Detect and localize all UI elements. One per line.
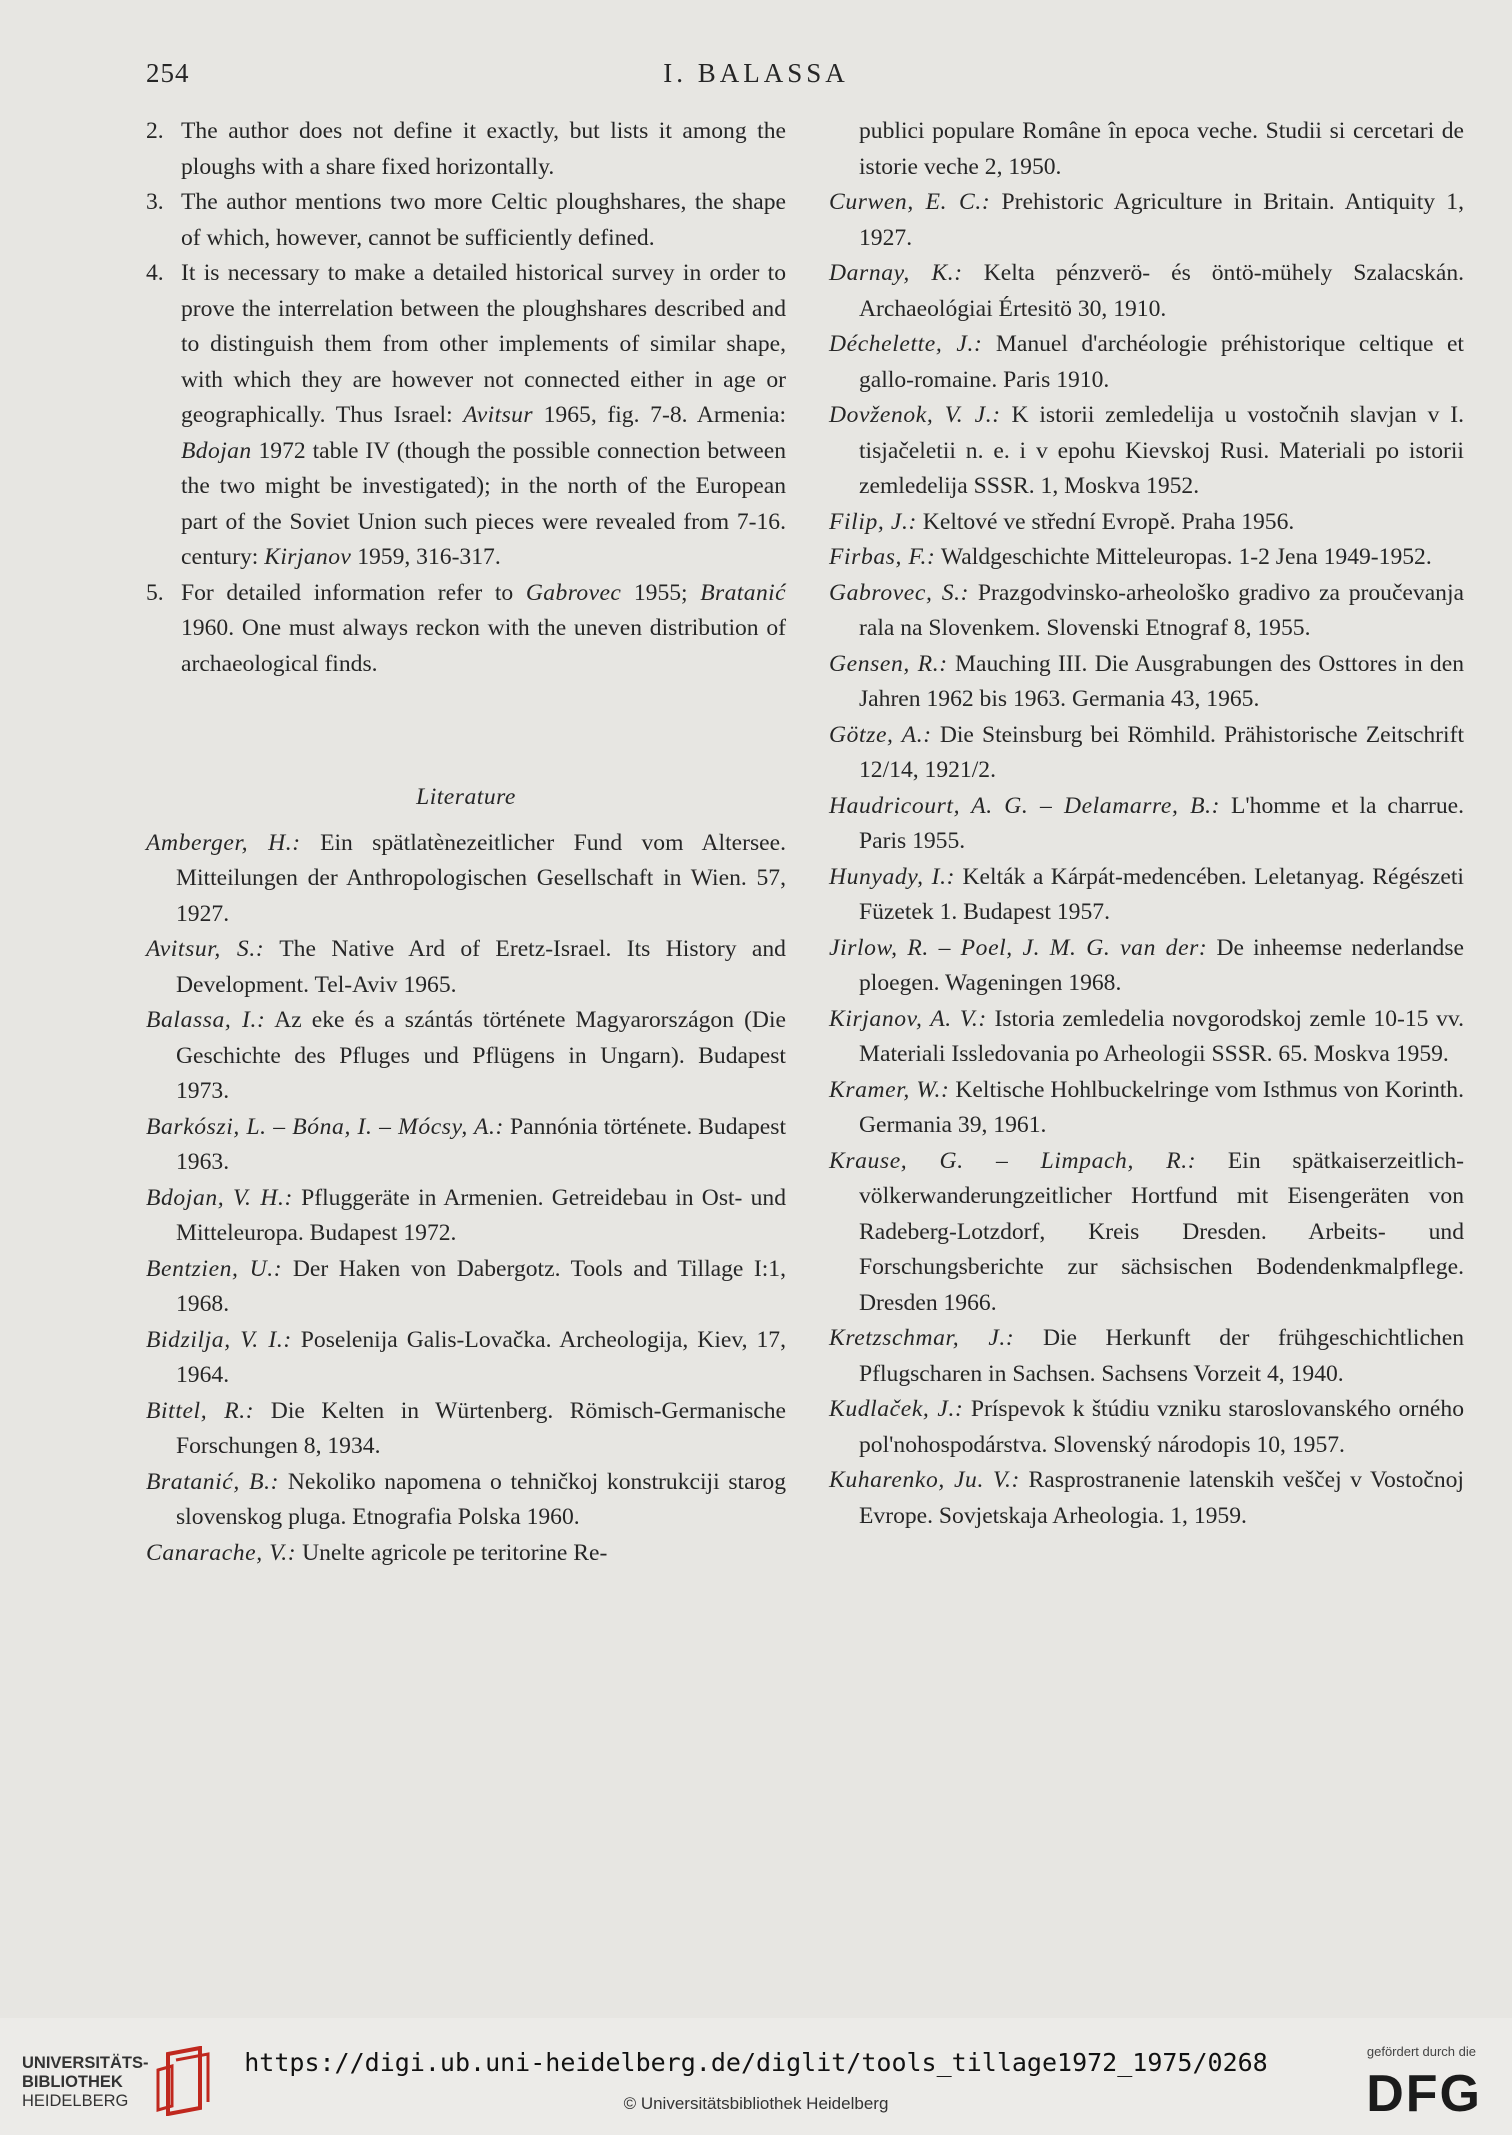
copyright: © Universitätsbibliothek Heidelberg — [623, 2094, 889, 2113]
reference-entry — [829, 718, 1464, 789]
reference-author: Bdojan, V. H.: — [146, 1184, 293, 1211]
cited-author: Kirjanov — [264, 544, 352, 570]
reference-entry — [146, 826, 786, 933]
reference-author: Hunyady, I.: — [829, 863, 956, 890]
footnote — [146, 114, 786, 185]
reference-entry — [829, 1392, 1464, 1463]
footnote-number: 3. — [146, 189, 164, 215]
left-column — [146, 114, 786, 1571]
reference-text: Poselenija Galis-Lovačka. Archeologija, Kiev, 17, 1964. — [176, 1326, 786, 1388]
right-column — [829, 114, 1464, 1534]
reference-text: Pfluggeräte in Armenien. Getreidebau in Ost- und Mitteleuropa. Budapest 1972. — [176, 1184, 787, 1246]
reference-entry — [829, 327, 1464, 398]
reference-entry — [829, 1002, 1464, 1073]
permalink[interactable]: https://digi.ub.uni-heidelberg.de/diglit/tools_tillage1972_1975/0268 — [244, 2048, 1268, 2077]
footnote-text: The author mentions two more Celtic ploughshares, the shape of which, however, cannot be sufficiently defined. — [181, 189, 786, 251]
reference-author: Kudlaček, J.: — [829, 1396, 964, 1422]
running-head: I. BALASSA — [663, 58, 849, 88]
reference-entry — [146, 1110, 786, 1181]
reference-text: Rasprostranenie latenskih veščej v Vostočnoj Evrope. Sovjetskaja Arheologia. 1, 1959. — [859, 1467, 1464, 1529]
reference-author: Bratanić, B.: — [146, 1468, 280, 1495]
footer — [0, 2018, 1512, 2135]
reference-text: Pannónia története. Budapest 1963. — [176, 1113, 786, 1175]
footnote-text: The author does not define it exactly, but lists it among the ploughs with a share fixed horizontally. — [181, 118, 786, 180]
reference-text: Ein spätlatènezeitlicher Fund vom Altersee. Mitteilungen der Anthropologischen Gesellschaft in Wien. 57, 1927. — [176, 829, 786, 927]
cited-author: Bdojan — [181, 437, 252, 464]
reference-text: Keltische Hohlbuckelringe vom Isthmus von Korinth. Germania 39, 1961. — [859, 1076, 1464, 1138]
reference-author: Kirjanov, A. V.: — [829, 1005, 987, 1032]
footnote-text: 1960. One must always reckon with the uneven distribution of archaeological finds. — [181, 615, 786, 677]
reference-author: Haudricourt, A. G. – Delamarre, B.: — [829, 792, 1221, 819]
reference-entry — [829, 576, 1464, 647]
reference-text: Waldgeschichte Mitteleuropas. 1-2 Jena 1949-1952. — [935, 544, 1432, 570]
reference-text: Kelta pénzverö- és öntö-mühely Szalacskán. Archaeológiai Értesitö 30, 1910. — [859, 260, 1465, 322]
reference-author: Curwen, E. C.: — [829, 189, 991, 215]
reference-entry — [829, 398, 1464, 505]
reference-author: Déchelette, J.: — [829, 331, 983, 357]
footnote-text: 1965, fig. 7-8. Armenia: — [532, 402, 786, 428]
reference-text: Manuel d'archéologie préhistorique celtique et gallo-romaine. Paris 1910. — [859, 331, 1464, 393]
reference-entry — [829, 256, 1464, 327]
cited-author: Bratanić — [700, 579, 786, 606]
reference-author: Jirlow, R. – Poel, J. M. G. van der: — [829, 934, 1208, 961]
footnote — [146, 576, 786, 683]
reference-entry — [829, 540, 1464, 576]
reference-continuation: publici populare Române în epoca veche. Studii si cercetari de istorie veche 2, 1950. — [859, 118, 1464, 180]
reference-entry — [829, 860, 1464, 931]
funding-note: gefördert durch die — [1366, 2044, 1476, 2059]
footnote-text: It is necessary to make a detailed historical survey in order to prove the interrelation between the ploughshares described and to distinguish them from other implements of similar shape, with which they are however not connected either in age or geographically. Thus Israel: — [181, 260, 786, 428]
reference-text: Die Kelten in Würtenberg. Römisch-Germanische Forschungen 8, 1934. — [176, 1397, 787, 1459]
footnote-number: 4. — [146, 260, 164, 286]
reference-list-right — [829, 185, 1464, 1534]
page-number: 254 — [146, 58, 190, 88]
reference-author: Kramer, W.: — [829, 1076, 950, 1103]
reference-author: Kretzschmar, J.: — [829, 1325, 1015, 1351]
reference-entry — [829, 185, 1464, 256]
reference-text: Nekoliko napomena o tehničkoj konstrukciji starog slovenskog pluga. Etnografia Polska 1960. — [176, 1468, 786, 1530]
reference-text: Ein spätkaiserzeitlich-völkerwanderungzeitlicher Hortfund mit Eisengeräten von Radeberg-Lotzdorf, Kreis Dresden. Arbeits- und Forschungsberichte zur sächsischen Bodendenkmalpflege. Dresden 1966. — [859, 1147, 1464, 1316]
footnote-text: For detailed information refer to — [181, 579, 526, 606]
reference-author: Amberger, H.: — [146, 829, 301, 856]
reference-entry — [146, 1465, 786, 1536]
reference-author: Filip, J.: — [829, 508, 917, 535]
reference-entry — [146, 932, 786, 1003]
reference-entry — [829, 1073, 1464, 1144]
dfg-logo: DFG — [1366, 2065, 1482, 2123]
reference-author: Bentzien, U.: — [146, 1255, 283, 1282]
footnote — [146, 185, 786, 256]
reference-text: L'homme et la charrue. Paris 1955. — [859, 792, 1464, 854]
reference-entry — [146, 1181, 786, 1252]
reference-author: Götze, A.: — [829, 721, 932, 748]
page-header — [0, 58, 1512, 98]
reference-entry — [829, 789, 1464, 860]
reference-entry — [829, 1463, 1464, 1534]
reference-entry — [829, 647, 1464, 718]
reference-author: Gensen, R.: — [829, 650, 948, 677]
reference-author: Bidzilja, V. I.: — [146, 1326, 292, 1353]
cited-author: Avitsur — [463, 402, 533, 428]
reference-author: Firbas, F.: — [829, 544, 936, 570]
cited-author: Gabrovec — [525, 579, 622, 606]
reference-text: Istoria zemledelia novgorodskoj zemle 10-15 vv. Materiali Issledovania po Arheologii SSSR. 65. Moskva 1959. — [859, 1005, 1464, 1067]
reference-text: Mauching III. Die Ausgrabungen des Osttores in den Jahren 1962 bis 1963. Germania 43, 1965. — [859, 650, 1464, 712]
reference-author: Avitsur, S.: — [146, 936, 265, 962]
reference-author: Barkószi, L. – Bóna, I. – Mócsy, A.: — [146, 1113, 504, 1140]
reference-text: Kelták a Kárpát-medencében. Leletanyag. Régészeti Füzetek 1. Budapest 1957. — [859, 863, 1464, 925]
reference-author: Darnay, K.: — [829, 260, 963, 286]
reference-entry — [146, 1003, 786, 1110]
reference-text: Príspevok k štúdiu vzniku staroslovanského orného pol'nohospodárstva. Slovenský národopis 10, 1957. — [859, 1396, 1464, 1458]
footnote — [146, 256, 786, 576]
reference-author: Krause, G. – Limpach, R.: — [829, 1147, 1197, 1174]
reference-text: K istorii zemledelija u vostočnih slavjan v I. tisjačeletii n. e. i v epohu Kievskoj Rusi. Materiali po istorii zemledelija SSSR. 1, Moskva 1952. — [859, 402, 1464, 499]
reference-author: Bittel, R.: — [146, 1397, 255, 1424]
reference-text: Der Haken von Dabergotz. Tools and Tillage I:1, 1968. — [176, 1255, 787, 1317]
reference-entry — [829, 1321, 1464, 1392]
reference-entry — [829, 505, 1464, 541]
reference-author: Kuharenko, Ju. V.: — [829, 1467, 1020, 1493]
library-name: UNIVERSITÄTS- BIBLIOTHEK HEIDELBERG — [22, 2054, 149, 2110]
reference-text: Die Steinsburg bei Römhild. Prähistorische Zeitschrift 12/14, 1921/2. — [859, 721, 1464, 783]
footnote-text: 1955; — [621, 579, 701, 606]
reference-entry — [146, 1536, 786, 1572]
reference-author: Balassa, I.: — [146, 1007, 266, 1033]
footnote-text: 1959, 316-317. — [351, 544, 501, 570]
reference-text: Keltové ve střední Evropě. Praha 1956. — [916, 508, 1295, 535]
reference-text: Unelte agricole pe teritorine Re- — [296, 1539, 608, 1566]
reference-text: De inheemse nederlandse ploegen. Wageningen 1968. — [859, 934, 1464, 996]
reference-author: Canarache, V.: — [146, 1539, 297, 1566]
reference-list-left — [146, 826, 786, 1572]
literature-heading: Literature — [416, 784, 516, 810]
reference-author: Gabrovec, S.: — [829, 579, 970, 606]
footnote-number: 2. — [146, 118, 164, 144]
reference-entry — [829, 931, 1464, 1002]
reference-entry — [146, 1252, 786, 1323]
footnote-text: 1972 table IV (though the possible connection between the two might be investigated); in the north of the European part of the Soviet Union such pieces were revealed from 7-16. century: — [181, 437, 786, 570]
reference-text: Die Herkunft der frühgeschichtlichen Pflugscharen in Sachsen. Sachsens Vorzeit 4, 1940. — [859, 1325, 1465, 1387]
reference-entry — [829, 1144, 1464, 1322]
reference-text: Az eke és a szántás története Magyarországon (Die Geschichte des Pfluges und Pflügens in Ungarn). Budapest 1973. — [176, 1007, 786, 1104]
reference-author: Dovženok, V. J.: — [829, 402, 1001, 428]
reference-entry — [146, 1323, 786, 1394]
reference-text: Prehistoric Agriculture in Britain. Antiquity 1, 1927. — [859, 189, 1464, 251]
reference-text: The Native Ard of Eretz-Israel. Its History and Development. Tel-Aviv 1965. — [176, 936, 786, 998]
reference-text: Prazgodvinsko-arheološko gradivo za proučevanja rala na Slovenkem. Slovenski Etnograf 8, 1955. — [859, 579, 1464, 641]
reference-entry — [146, 1394, 786, 1465]
footnote-number: 5. — [146, 579, 164, 606]
